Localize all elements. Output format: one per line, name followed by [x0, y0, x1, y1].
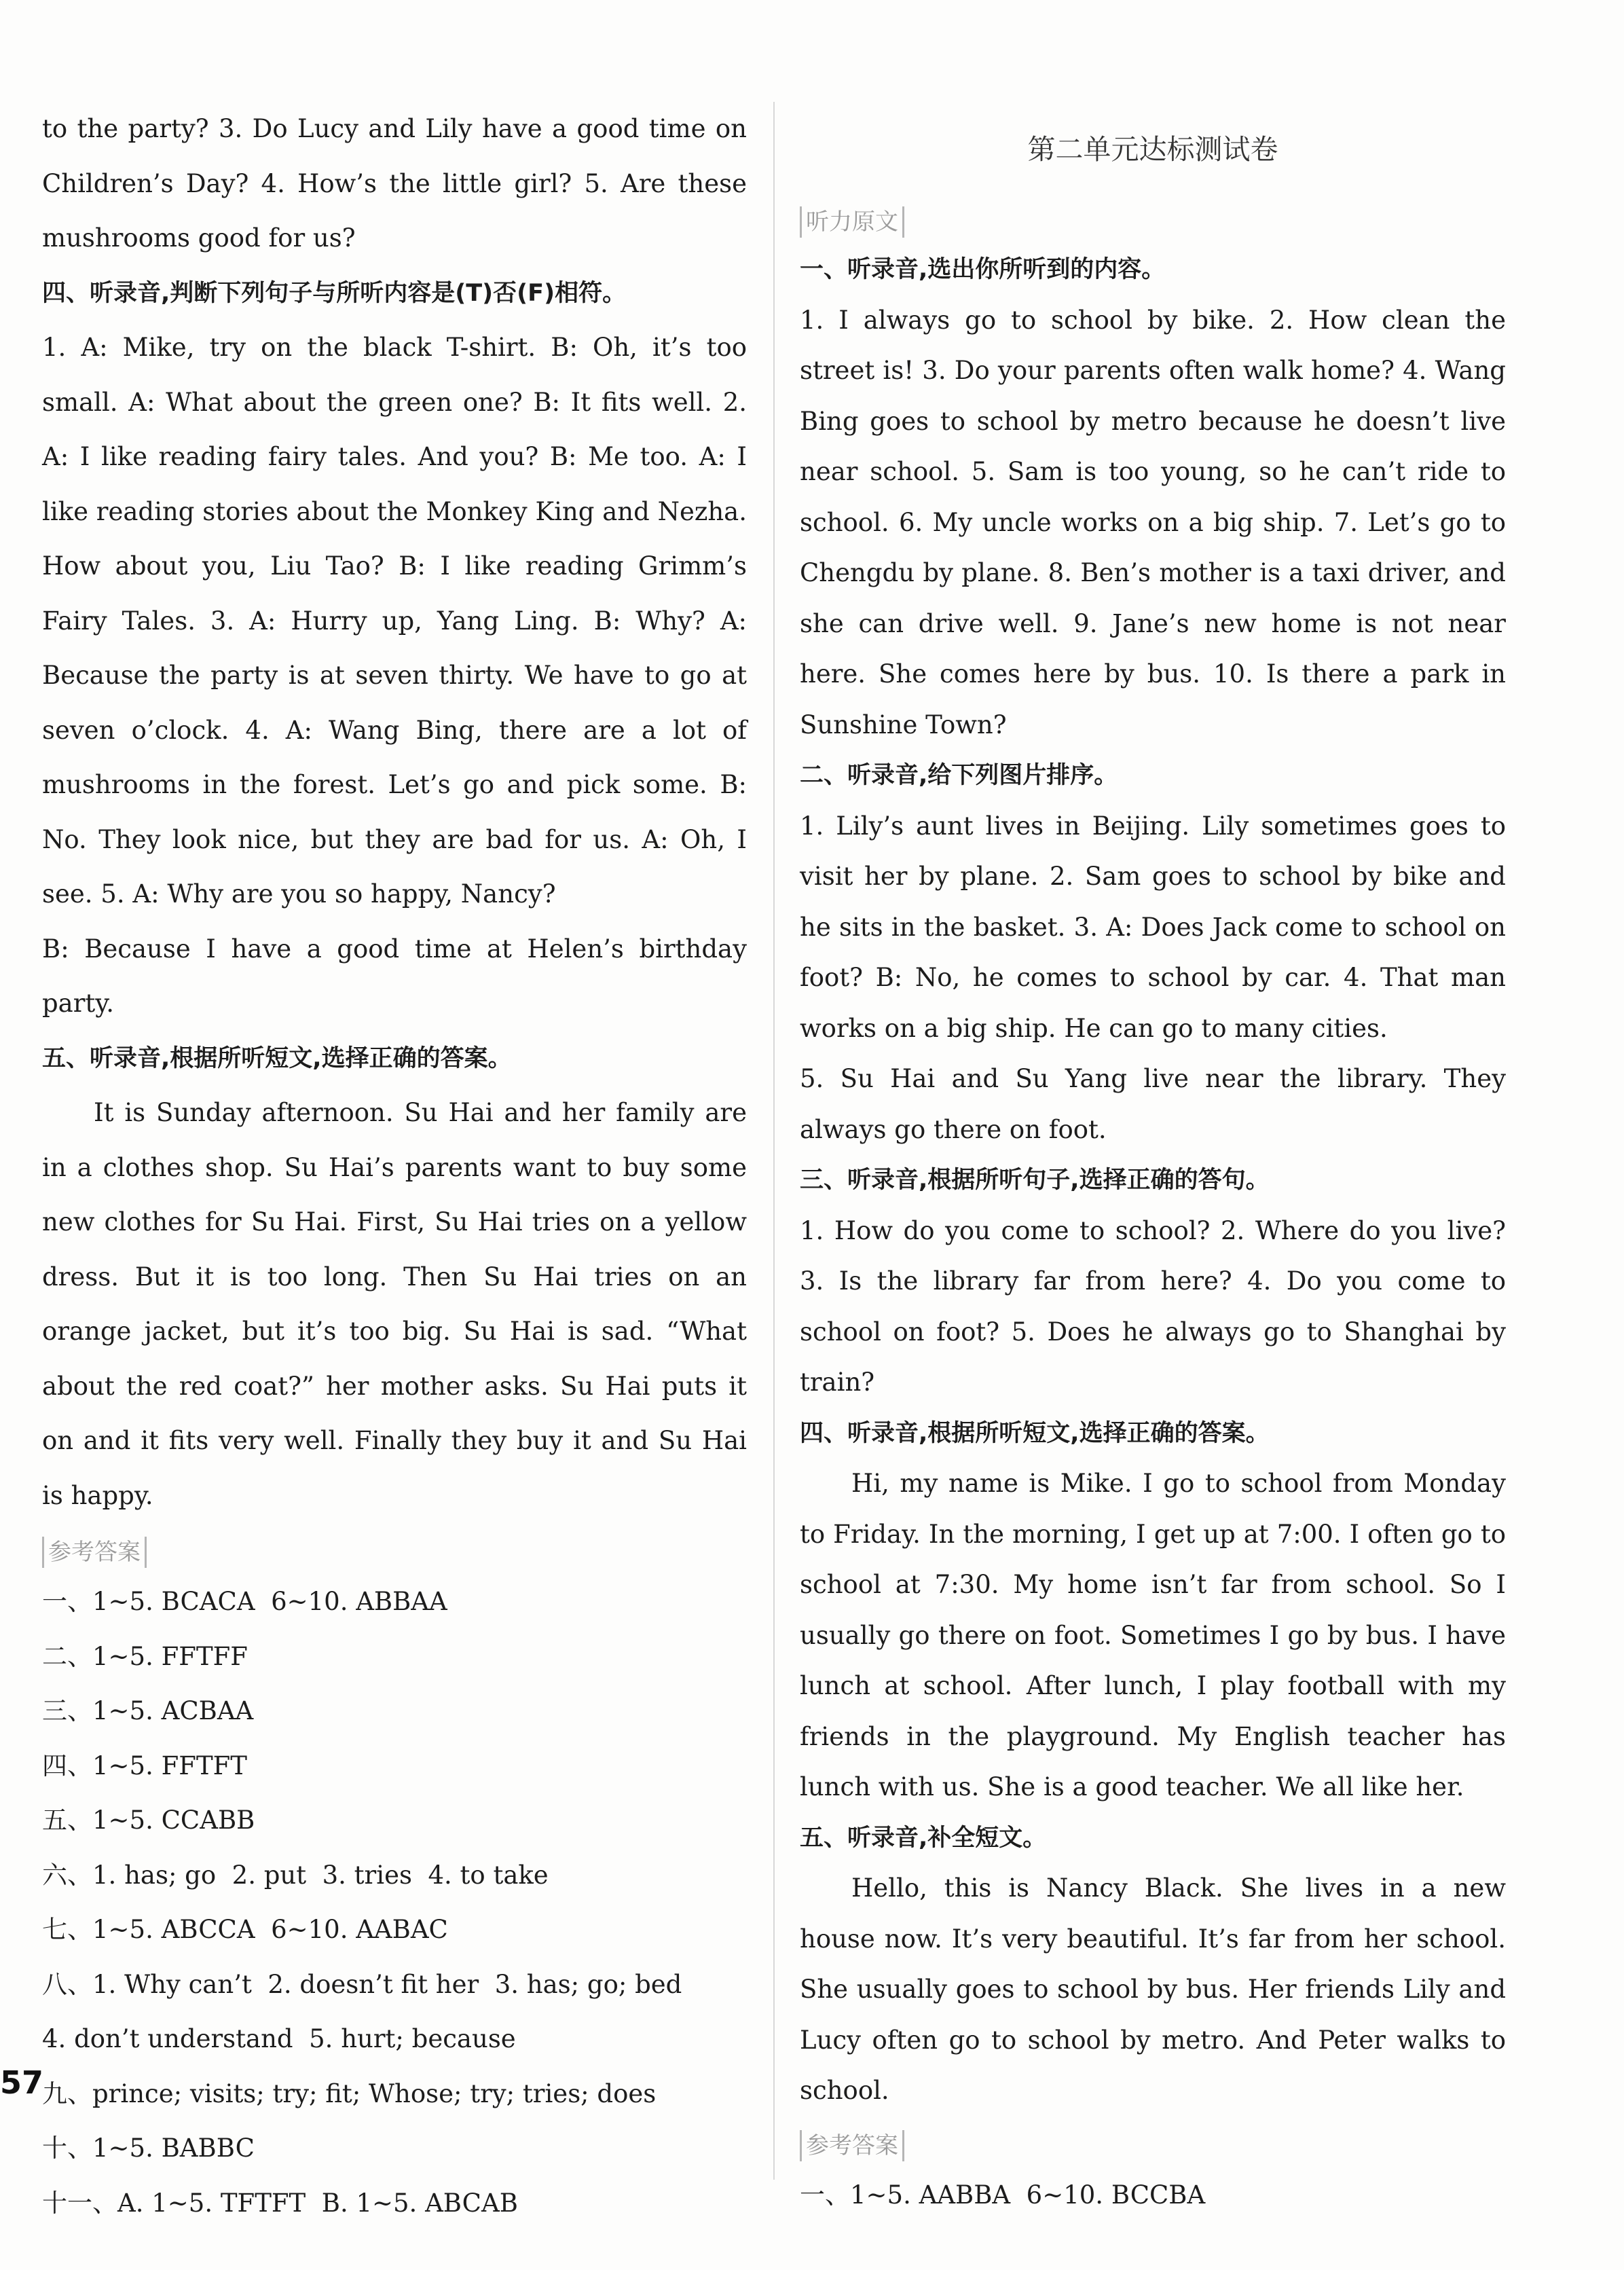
- listening-script-tag: 听力原文: [800, 206, 904, 238]
- answer-line: 三、1~5. ACBAA: [42, 1696, 254, 1725]
- right-para-7: Hi, my name is Mike. I go to school from Monday to Friday. In the morning, I get up at 7:00. I often go to school at 7:30. My home isn’t far from school. So I usually go there on foot. Sometimes I go by bus. I have lunch at school. After lunch, I play football with my friends in the playground. My English teacher has lunch with us. She is a good teacher. We all like her.: [800, 1469, 1506, 1801]
- left-para-0: to the party? 3. Do Lucy and Lily have a good time on Children’s Day? 4. How’s the little girl? 5. Are these mushrooms good for us?: [42, 114, 747, 253]
- answer-key-tag: 参考答案: [800, 2130, 904, 2161]
- right-para-1: 1. I always go to school by bike. 2. How clean the street is! 3. Do your parents often walk home? 4. Wang Bing goes to school by metro because he doesn’t live near school. 5. Sam is too young, so he can’t ride to school. 6. My uncle works on a big ship. 7. Let’s go to Chengdu by plane. 8. Ben’s mother is a taxi driver, and she can drive well. 9. Jane’s new home is not near here. She comes here by bus. 10. Is there a park in Sunshine Town?: [800, 305, 1506, 739]
- answer-line: 七、1~5. ABCCA 6~10. AABAC: [42, 1915, 448, 1944]
- answer-line: 八、1. Why can’t 2. doesn’t fit her 3. has; go; bed: [42, 1969, 682, 1999]
- answer-line: 一、1~5. BCACA 6~10. ABBAA: [42, 1587, 447, 1616]
- column-divider: [773, 102, 775, 2180]
- right-para-9: Hello, this is Nancy Black. She lives in a new house now. It’s very beautiful. It’s far from her school. She usually goes to school by bus. Her friends Lily and Lucy often go to school by metro. And Peter walks to school.: [800, 1873, 1506, 2105]
- answer-line: 一、1~5. AABBA 6~10. BCCBA: [800, 2180, 1206, 2210]
- answer-line: 九、prince; visits; try; fit; Whose; try; tries; does: [42, 2079, 657, 2108]
- right-para-5: 1. How do you come to school? 2. Where do you live? 3. Is the library far from here? 4. Do you come to school on foot? 5. Does he always go to Shanghai by train?: [800, 1215, 1506, 1397]
- left-column: [42, 102, 747, 2231]
- right-para-3: 1. Lily’s aunt lives in Beijing. Lily sometimes goes to visit her by plane. 2. Sam goes to school by bike and he sits in the basket. 3. A: Does Jack come to school on foot? B: No, he comes to school by car. 4. That man works on a big ship. He can go to many cities. 5. Su Hai and Su Yang live near the library. They always go there on foot.: [800, 811, 1506, 1144]
- section-heading-5: 五、听录音,补全短文。: [800, 1824, 1047, 1852]
- answer-line: 四、1~5. FFTFT: [42, 1751, 247, 1780]
- left-para-2: 1. A: Mike, try on the black T-shirt. B: Oh, it’s too small. A: What about the green one? B: It fits well. 2. A: I like reading fairy tales. And you? B: Me too. A: I like reading stories about the Monkey King and Nezha. How about you, Liu Tao? B: I like reading Grimm’s Fairy Tales. 3. A: Hurry up, Yang Ling. B: Why? A: Because the party is at seven thirty. We have to go at seven o’clock. 4. A: Wang Bing, there are a lot of mushrooms in the forest. Let’s go and pick some. B: No. They look nice, but they are bad for us. A: Oh, I see. 5. A: Why are you so happy, Nancy? B: Because I have a good time at Helen’s birthday party.: [42, 333, 747, 1018]
- answer-line: 五、1~5. CCABB: [42, 1806, 255, 1835]
- section-heading-4: 四、听录音,根据所听短文,选择正确的答案。: [800, 1419, 1270, 1447]
- page-number: 57: [0, 2064, 44, 2101]
- unit-test-title: 第二单元达标测试卷: [1027, 133, 1278, 166]
- answer-list: [42, 1575, 747, 2231]
- right-column: [800, 102, 1506, 2222]
- left-para-4: It is Sunday afternoon. Su Hai and her family are in a clothes shop. Su Hai’s parents want to buy some new clothes for Su Hai. First, Su Hai tries on a yellow dress. But it is too long. Then Su Hai tries on an orange jacket, but it’s too big. Su Hai is sad. “What about the red coat?” her mother asks. Su Hai puts it on and it fits very well. Finally they buy it and Su Hai is happy.: [42, 1098, 747, 1510]
- answer-line: 4. don’t understand 5. hurt; because: [42, 2024, 516, 2053]
- section-heading-1: 一、听录音,选出你所听到的内容。: [800, 256, 1166, 283]
- section-heading-2: 二、听录音,给下列图片排序。: [800, 762, 1118, 789]
- answer-line: 六、1. has; go 2. put 3. tries 4. to take: [42, 1860, 549, 1890]
- answer-list: [800, 2168, 1506, 2223]
- section-heading-4: 四、听录音,判断下列句子与所听内容是(T)否(F)相符。: [42, 279, 627, 307]
- section-heading-3: 三、听录音,根据所听句子,选择正确的答句。: [800, 1167, 1270, 1194]
- answer-line: 十、1~5. BABBC: [42, 2134, 255, 2163]
- answer-key-tag: 参考答案: [42, 1537, 147, 1568]
- answer-line: 十一、A. 1~5. TFTFT B. 1~5. ABCAB: [42, 2188, 518, 2218]
- answer-line: 二、1~5. FFTFF: [42, 1641, 248, 1671]
- section-heading-5: 五、听录音,根据所听短文,选择正确的答案。: [42, 1044, 512, 1072]
